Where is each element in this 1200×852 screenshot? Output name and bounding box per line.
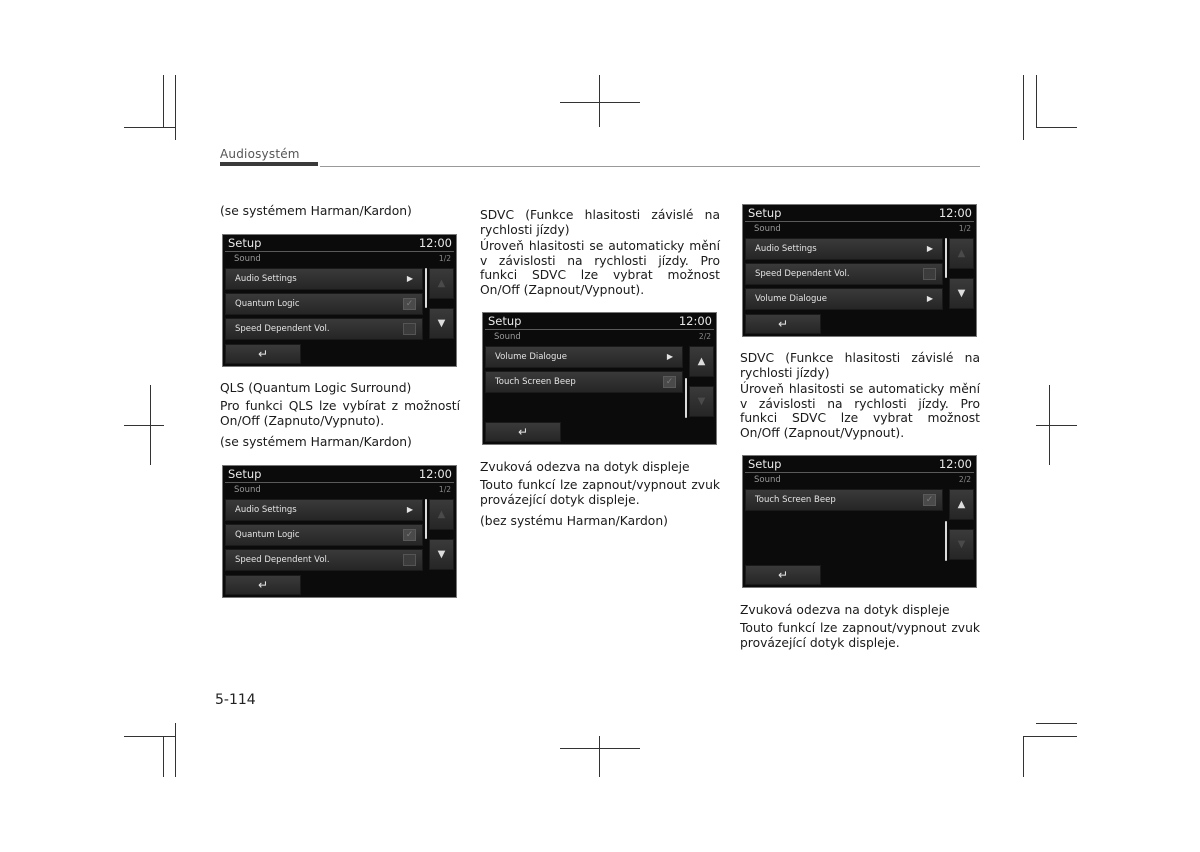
- chevron-right-icon: ▶: [926, 294, 933, 303]
- menu-item-volume-dialogue[interactable]: Volume Dialogue ▶: [485, 346, 683, 368]
- scroll-down-button[interactable]: ▼: [689, 386, 714, 417]
- non-hk-label: (bez systému Harman/Kardon): [480, 514, 668, 528]
- menu-item-touch-screen-beep[interactable]: Touch Screen Beep ✓: [745, 489, 943, 511]
- screen-clock: 12:00: [678, 314, 712, 328]
- qls-body: Pro funkci QLS lze vybírat z možností On/Off (Zapnuto/Vypnuto).: [220, 399, 460, 428]
- qls-heading: QLS (Quantum Logic Surround): [220, 381, 412, 395]
- screen-subtitle: Sound: [234, 485, 261, 495]
- checkbox-icon[interactable]: [923, 268, 936, 280]
- back-button[interactable]: [225, 344, 301, 364]
- chevron-right-icon: ▶: [406, 505, 413, 514]
- sdvc-body-2: Úroveň hlasitosti se automaticky mění v závislosti na rychlosti jízdy. Pro funkci SDVC lze vybrat možnost On/Off (Zapnout/Vypnout).: [740, 382, 980, 440]
- setup-screen-1: [222, 234, 457, 367]
- setup-screen-4: [742, 204, 977, 337]
- back-button[interactable]: [485, 422, 561, 442]
- scroll-down-button[interactable]: ▼: [429, 539, 454, 570]
- sdvc-heading: SDVC (Funkce hlasitosti závislé na rychlosti jízdy): [480, 208, 720, 237]
- beep-body-2: Touto funkcí lze zapnout/vypnout zvuk provázející dotyk displeje.: [740, 621, 980, 650]
- chevron-right-icon: ▶: [926, 244, 933, 253]
- scroll-down-button[interactable]: ▼: [429, 308, 454, 339]
- beep-heading-2: Zvuková odezva na dotyk displeje: [740, 603, 950, 617]
- screen-page: 2/2: [958, 475, 971, 484]
- screen-subtitle: Sound: [754, 224, 781, 234]
- back-icon: ↵: [257, 578, 269, 592]
- scroll-up-button[interactable]: ▲: [949, 489, 974, 520]
- screen-page: 1/2: [958, 224, 971, 233]
- checkbox-checked-icon[interactable]: ✓: [923, 494, 936, 506]
- scroll-down-button[interactable]: ▼: [949, 278, 974, 309]
- scrollbar[interactable]: [425, 499, 427, 539]
- checkbox-icon[interactable]: [403, 554, 416, 566]
- menu-item-speed-dependent-vol[interactable]: Speed Dependent Vol.: [225, 318, 423, 340]
- setup-screen-2: [222, 465, 457, 598]
- screen-page: 1/2: [438, 485, 451, 494]
- menu-item-volume-dialogue[interactable]: Volume Dialogue ▶: [745, 288, 943, 310]
- beep-heading: Zvuková odezva na dotyk displeje: [480, 460, 690, 474]
- scroll-down-button[interactable]: ▼: [949, 529, 974, 560]
- menu-item-speed-dependent-vol[interactable]: Speed Dependent Vol.: [745, 263, 943, 285]
- header-rule: [320, 166, 980, 167]
- checkbox-checked-icon[interactable]: ✓: [663, 376, 676, 388]
- back-icon: ↵: [777, 568, 789, 582]
- screen-clock: 12:00: [938, 206, 972, 220]
- menu-item-quantum-logic[interactable]: Quantum Logic ✓: [225, 293, 423, 315]
- back-icon: ↵: [517, 425, 529, 439]
- sdvc-body: Úroveň hlasitosti se automaticky mění v závislosti na rychlosti jízdy. Pro funkci SDVC lze vybrat možnost On/Off (Zapnout/Vypnout).: [480, 239, 720, 297]
- screen-title: Setup: [748, 206, 782, 220]
- screen-title: Setup: [748, 457, 782, 471]
- sdvc-heading-2: SDVC (Funkce hlasitosti závislé na rychlosti jízdy): [740, 351, 980, 380]
- screen-title: Setup: [488, 314, 522, 328]
- scrollbar[interactable]: [425, 268, 427, 308]
- back-button[interactable]: [225, 575, 301, 595]
- scrollbar[interactable]: [945, 238, 947, 278]
- menu-item-touch-screen-beep[interactable]: Touch Screen Beep ✓: [485, 371, 683, 393]
- menu-item-audio-settings[interactable]: Audio Settings ▶: [745, 238, 943, 260]
- scroll-up-button[interactable]: ▲: [689, 346, 714, 377]
- section-header: Audiosystém: [220, 147, 300, 161]
- screen-title: Setup: [228, 467, 262, 481]
- header-bar: [220, 162, 318, 166]
- screen-subtitle: Sound: [234, 254, 261, 264]
- back-button[interactable]: [745, 314, 821, 334]
- hk-label-2: (se systémem Harman/Kardon): [220, 435, 412, 449]
- back-icon: ↵: [257, 347, 269, 361]
- screen-clock: 12:00: [938, 457, 972, 471]
- menu-item-audio-settings[interactable]: Audio Settings ▶: [225, 268, 423, 290]
- checkbox-checked-icon[interactable]: ✓: [403, 298, 416, 310]
- scrollbar[interactable]: [945, 521, 947, 561]
- back-icon: ↵: [777, 317, 789, 331]
- menu-item-quantum-logic[interactable]: Quantum Logic ✓: [225, 524, 423, 546]
- screen-page: 1/2: [438, 254, 451, 263]
- beep-body: Touto funkcí lze zapnout/vypnout zvuk provázející dotyk displeje.: [480, 478, 720, 507]
- hk-label-1: (se systémem Harman/Kardon): [220, 204, 412, 218]
- scroll-up-button[interactable]: ▲: [429, 268, 454, 299]
- page-number: 5-114: [215, 692, 256, 708]
- scroll-up-button[interactable]: ▲: [949, 238, 974, 269]
- screen-clock: 12:00: [418, 467, 452, 481]
- screen-page: 2/2: [698, 332, 711, 341]
- menu-item-speed-dependent-vol[interactable]: Speed Dependent Vol.: [225, 549, 423, 571]
- menu-item-audio-settings[interactable]: Audio Settings ▶: [225, 499, 423, 521]
- chevron-right-icon: ▶: [666, 352, 673, 361]
- screen-subtitle: Sound: [494, 332, 521, 342]
- screen-clock: 12:00: [418, 236, 452, 250]
- back-button[interactable]: [745, 565, 821, 585]
- scrollbar[interactable]: [685, 378, 687, 418]
- chevron-right-icon: ▶: [406, 274, 413, 283]
- screen-subtitle: Sound: [754, 475, 781, 485]
- screen-title: Setup: [228, 236, 262, 250]
- setup-screen-3: [482, 312, 717, 445]
- checkbox-checked-icon[interactable]: ✓: [403, 529, 416, 541]
- setup-screen-5: [742, 455, 977, 588]
- scroll-up-button[interactable]: ▲: [429, 499, 454, 530]
- checkbox-icon[interactable]: [403, 323, 416, 335]
